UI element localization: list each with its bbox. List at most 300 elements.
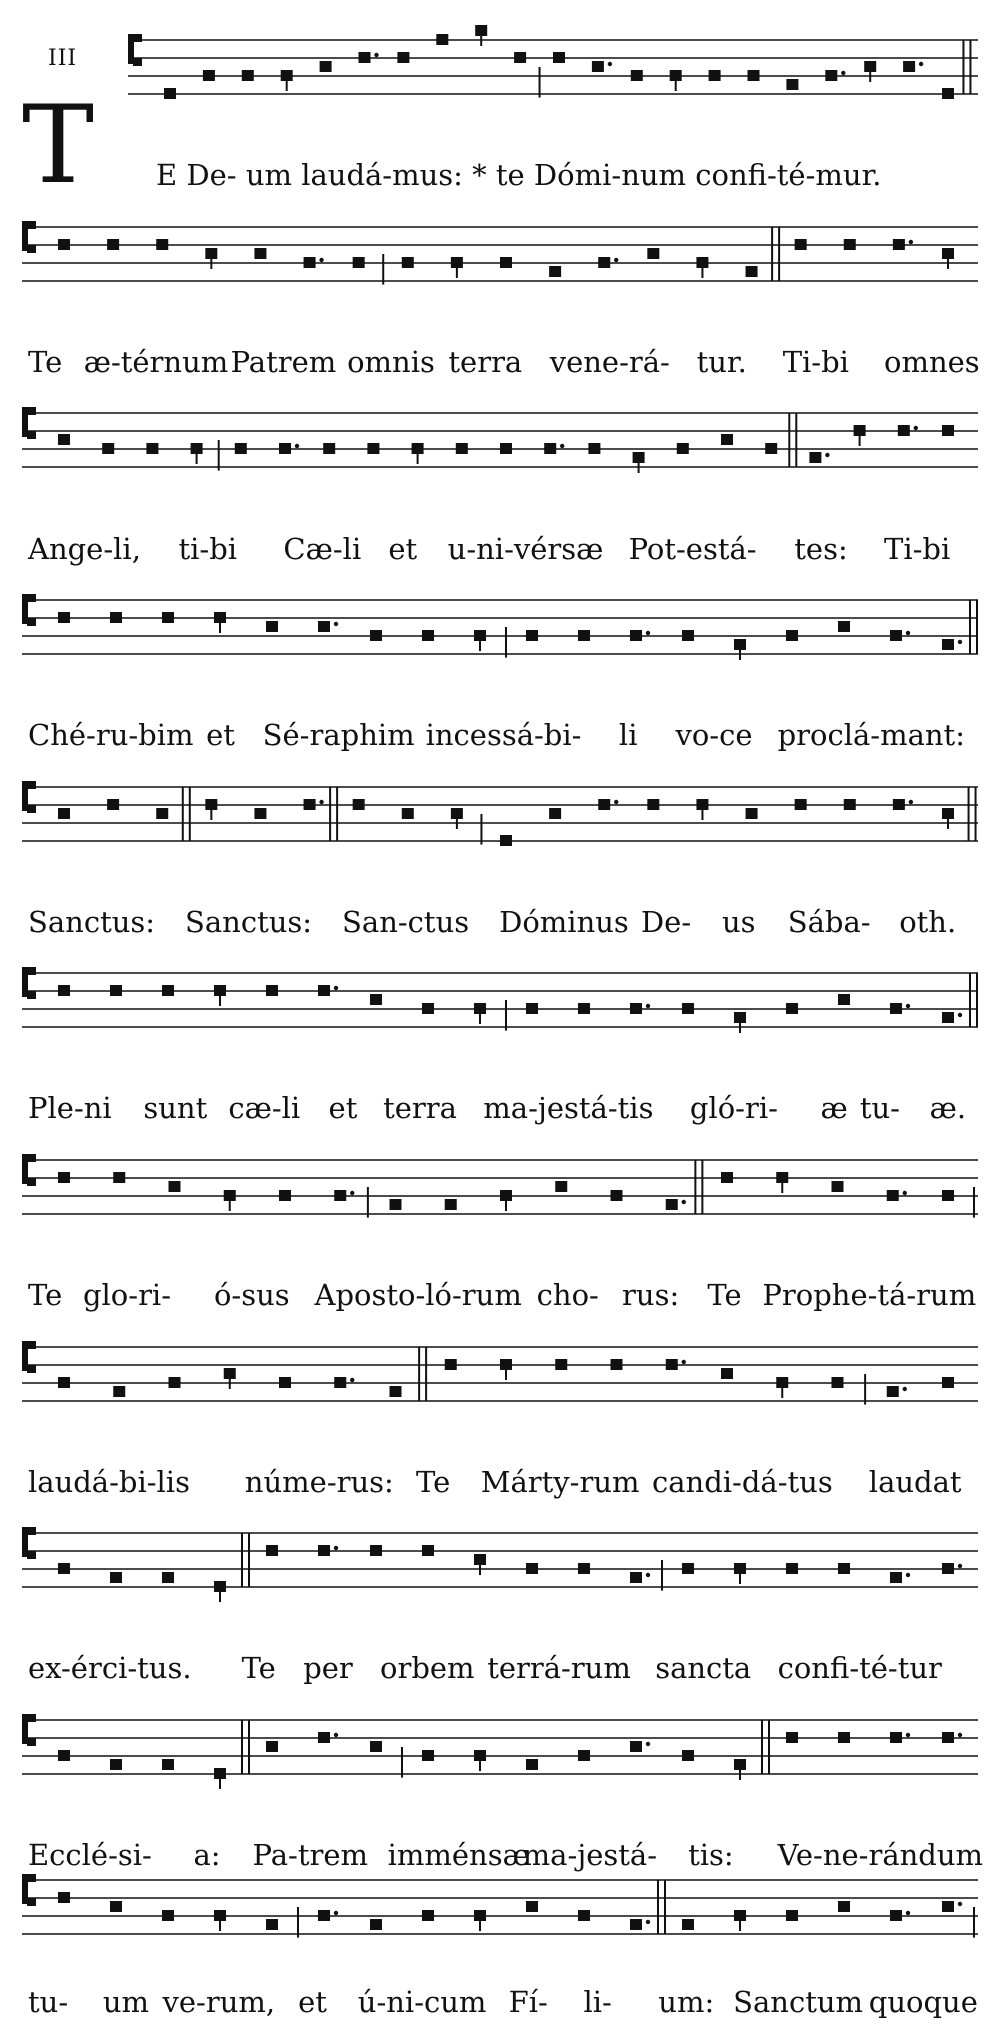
neume	[748, 70, 760, 81]
punctum-dot	[903, 1191, 907, 1195]
neume	[682, 1563, 694, 1574]
neume-stem	[479, 641, 481, 651]
neume	[370, 1741, 382, 1752]
neume-stem	[417, 454, 419, 464]
neume-stem	[869, 72, 871, 82]
do-clef-icon	[27, 1714, 36, 1722]
neume	[890, 1003, 902, 1014]
neume	[526, 630, 538, 641]
lyric-syllable-group: Ti-bi	[782, 345, 849, 379]
neume	[890, 1910, 902, 1921]
punctum-dot	[646, 631, 650, 635]
lyric-syllable-group: gló-ri-	[689, 1091, 778, 1125]
neume	[838, 1563, 850, 1574]
neume	[765, 443, 777, 454]
neume	[323, 443, 335, 454]
lyric-syllable-group: Sába-	[787, 905, 871, 939]
lyric-syllable-group: ó-sus	[213, 1278, 290, 1312]
neume	[893, 799, 905, 810]
lyric-syllable-group: Patrem	[230, 345, 337, 379]
punctum-dot	[319, 258, 323, 262]
neume	[709, 70, 721, 81]
do-clef-icon	[27, 594, 36, 602]
neume	[696, 799, 708, 810]
do-clef-icon	[133, 58, 142, 66]
lyric-syllable-group: ve-rum,	[162, 1985, 276, 2019]
lyric-syllable-group: æ	[820, 1091, 848, 1125]
neume	[832, 1181, 844, 1192]
neume	[334, 1377, 346, 1388]
neume-stem	[219, 1779, 221, 1789]
neume	[58, 985, 70, 996]
lyric-line	[0, 1091, 1000, 1131]
drop-cap-initial: T	[22, 83, 95, 208]
neume	[58, 1563, 70, 1574]
neume	[500, 443, 512, 454]
punctum-dot	[295, 444, 299, 448]
neume	[113, 1386, 125, 1397]
neume	[58, 1750, 70, 1761]
lyric-syllable-group: Dóminus	[499, 905, 629, 939]
do-clef-icon	[27, 245, 36, 253]
punctum-dot	[560, 444, 564, 448]
neume-stem	[229, 1201, 231, 1211]
punctum-dot	[614, 258, 618, 262]
neume	[370, 1545, 382, 1556]
neume	[422, 1910, 434, 1921]
neume	[402, 257, 414, 268]
neume	[670, 70, 682, 81]
neume-stem	[219, 1921, 221, 1931]
neume	[549, 808, 561, 819]
neume	[205, 248, 217, 259]
lyric-syllable-group: Te	[241, 1651, 276, 1685]
neume	[630, 1741, 642, 1752]
lyric-syllable-group: tu-	[28, 1985, 69, 2019]
neume	[890, 1732, 902, 1743]
neume	[334, 1190, 346, 1201]
neume-stem	[229, 1379, 231, 1389]
do-clef-icon	[27, 967, 36, 975]
neume	[838, 994, 850, 1005]
punctum-dot	[958, 1564, 962, 1568]
neume-stem	[505, 1370, 507, 1380]
neume-stem	[479, 1565, 481, 1575]
punctum-dot	[841, 71, 845, 75]
neume-stem	[739, 1770, 741, 1780]
lyric-syllable-group: us	[721, 905, 756, 939]
neume	[578, 1563, 590, 1574]
punctum-dot	[614, 800, 618, 804]
neume	[107, 239, 119, 250]
neume	[422, 1003, 434, 1014]
lyric-syllable-group: laudá-bi-lis	[28, 1465, 190, 1499]
neume	[682, 1919, 694, 1930]
neume	[721, 1368, 733, 1379]
neume	[266, 985, 278, 996]
neume-stem	[947, 819, 949, 829]
neume	[304, 799, 316, 810]
lyric-syllable-group: Ve-ne-rándum	[777, 1838, 984, 1872]
lyric-syllable-group: Ecclé-si-	[28, 1838, 152, 1872]
punctum-dot	[958, 1013, 962, 1017]
lyric-syllable-group: incessá-bi-	[425, 718, 582, 752]
neume	[666, 1199, 678, 1210]
neume	[578, 630, 590, 641]
neume	[647, 799, 659, 810]
lyric-syllable-group: Pa-trem	[252, 1838, 369, 1872]
neume	[318, 621, 330, 632]
punctum-dot	[914, 426, 918, 430]
neume	[786, 630, 798, 641]
neume	[156, 239, 168, 250]
lyric-line	[0, 1465, 1000, 1505]
lyric-syllable-group: proclá-mant:	[777, 718, 965, 752]
lyric-syllable-group: Pot-está-	[628, 532, 757, 566]
neume	[58, 1892, 70, 1903]
lyric-syllable-group: et	[328, 1091, 358, 1125]
neume	[402, 808, 414, 819]
lyric-line	[0, 1278, 1000, 1318]
punctum-dot	[334, 1546, 338, 1550]
neume	[631, 70, 643, 81]
lyric-syllable-group: E De- um laudá-mus: * te Dómi-num confi-té-mur.	[156, 158, 882, 192]
lyric-syllable-group: sancta	[655, 1651, 752, 1685]
neume	[445, 1359, 457, 1370]
neume	[776, 1377, 788, 1388]
neume-stem	[947, 259, 949, 269]
neume-stem	[196, 454, 198, 464]
neume-stem	[456, 819, 458, 829]
neume	[456, 443, 468, 454]
neume	[942, 1732, 954, 1743]
neume	[422, 1545, 434, 1556]
neume	[942, 808, 954, 819]
neume	[588, 443, 600, 454]
lyric-line	[0, 1985, 1000, 2025]
lyric-syllable-group: u-ni-vérsæ	[447, 532, 604, 566]
punctum-dot	[319, 800, 323, 804]
lyric-syllable-group: Sanctus:	[185, 905, 313, 939]
punctum-dot	[334, 1733, 338, 1737]
neume	[549, 266, 561, 277]
lyric-syllable-group: omnes	[884, 345, 980, 379]
lyric-syllable-group: ú-ni-cum	[357, 1985, 487, 2019]
neume	[942, 1901, 954, 1912]
neume	[734, 1759, 746, 1770]
do-clef-icon	[27, 1551, 36, 1559]
punctum-dot	[906, 1733, 910, 1737]
lyric-syllable-group: um	[102, 1985, 150, 2019]
neume	[844, 239, 856, 250]
do-clef-icon	[27, 1178, 36, 1186]
neume	[611, 1359, 623, 1370]
neume	[666, 1359, 678, 1370]
neume	[942, 1190, 954, 1201]
neume	[110, 1759, 122, 1770]
neume	[266, 1919, 278, 1930]
neume	[397, 52, 409, 63]
neume	[110, 612, 122, 623]
lyric-syllable-group: ma-jestá-	[522, 1838, 658, 1872]
neume-stem	[739, 650, 741, 660]
neume	[809, 452, 821, 463]
neume	[555, 1359, 567, 1370]
neume	[746, 808, 758, 819]
neume	[890, 630, 902, 641]
neume	[113, 1172, 125, 1183]
neume	[370, 630, 382, 641]
lyric-syllable-group: oth.	[899, 905, 957, 939]
punctum-dot	[906, 631, 910, 635]
punctum-dot	[646, 1742, 650, 1746]
lyric-syllable-group: Fí-	[508, 1985, 548, 2019]
neume	[838, 1901, 850, 1912]
neume	[58, 808, 70, 819]
do-clef-icon	[27, 407, 36, 415]
do-clef-icon	[27, 1365, 36, 1373]
neume	[942, 1377, 954, 1388]
lyric-syllable-group: et	[388, 532, 418, 566]
lyric-syllable-group: Ti-bi	[884, 532, 951, 566]
do-clef-icon	[133, 34, 142, 42]
neume	[320, 61, 332, 72]
punctum-dot	[906, 1911, 910, 1915]
neume	[677, 443, 689, 454]
lyric-syllable-group: tes:	[794, 532, 848, 566]
neume	[786, 1003, 798, 1014]
neume	[390, 1386, 402, 1397]
neume	[825, 70, 837, 81]
neume	[500, 1359, 512, 1370]
neume	[786, 1563, 798, 1574]
neume-stem	[505, 1201, 507, 1211]
do-clef-icon	[27, 781, 36, 789]
neume	[786, 1732, 798, 1743]
do-clef-icon	[27, 1738, 36, 1746]
neume	[205, 799, 217, 810]
lyric-syllable-group: ti-bi	[178, 532, 238, 566]
lyric-syllable-group: Aposto-ló-rum	[314, 1278, 522, 1312]
neume	[266, 1741, 278, 1752]
neume	[445, 1199, 457, 1210]
neume	[526, 1901, 538, 1912]
lyric-syllable-group: Te	[416, 1465, 451, 1499]
neume	[162, 1759, 174, 1770]
lyric-line	[0, 905, 1000, 945]
neume	[734, 1910, 746, 1921]
punctum-dot	[906, 1573, 910, 1577]
neume	[58, 1172, 70, 1183]
neume	[746, 266, 758, 277]
lyric-syllable-group: Ché-ru-bim	[28, 718, 194, 752]
neume	[592, 61, 604, 72]
punctum-dot	[958, 1902, 962, 1906]
neume	[281, 70, 293, 81]
neume-stem	[479, 1014, 481, 1024]
punctum-dot	[350, 1191, 354, 1195]
neume	[832, 1377, 844, 1388]
neume	[474, 1910, 486, 1921]
lyric-syllable-group: tur.	[696, 345, 747, 379]
do-clef-icon	[27, 805, 36, 813]
lyric-syllable-group: laudat	[868, 1465, 962, 1499]
neume	[598, 799, 610, 810]
do-clef-icon	[27, 1341, 36, 1349]
lyric-line	[0, 718, 1000, 758]
neume	[630, 630, 642, 641]
neume-stem	[219, 623, 221, 633]
neume	[578, 1003, 590, 1014]
neume	[318, 1545, 330, 1556]
neume	[721, 434, 733, 445]
neume	[436, 34, 448, 45]
lyric-syllable-group: confi-té-tur	[777, 1651, 942, 1685]
lyric-syllable-group: Márty-rum	[480, 1465, 640, 1499]
neume	[838, 1732, 850, 1743]
neume	[854, 425, 866, 436]
punctum-dot	[919, 62, 923, 66]
neume	[279, 443, 291, 454]
neume-stem	[638, 463, 640, 473]
neume	[254, 808, 266, 819]
punctum-dot	[646, 1920, 650, 1924]
neume	[786, 79, 798, 90]
neume	[146, 443, 158, 454]
neume	[412, 443, 424, 454]
neume-stem	[739, 1574, 741, 1584]
neume	[887, 1386, 899, 1397]
lyric-syllable-group: terra	[448, 345, 523, 379]
neume	[162, 612, 174, 623]
neume	[214, 1581, 226, 1592]
neume	[903, 61, 915, 72]
lyric-syllable-group: omnis	[347, 345, 435, 379]
neume	[353, 799, 365, 810]
lyric-syllable-group: Te	[707, 1278, 742, 1312]
neume	[578, 1750, 590, 1761]
lyric-syllable-group: San-ctus	[342, 905, 470, 939]
neume	[224, 1368, 236, 1379]
lyric-syllable-group: Prophe-tá-rum	[762, 1278, 977, 1312]
lyric-syllable-group: Sé-raphim	[262, 718, 415, 752]
lyric-syllable-group: terra	[383, 1091, 457, 1125]
neume	[214, 612, 226, 623]
lyric-syllable-group: et	[206, 718, 235, 752]
lyric-syllable-group: orbem	[380, 1651, 475, 1685]
neume	[500, 257, 512, 268]
neume	[110, 1572, 122, 1583]
lyric-syllable-group: Te	[28, 345, 63, 379]
neume	[500, 835, 512, 846]
lyric-syllable-group: Sanctum	[733, 1985, 864, 2019]
do-clef-icon	[27, 1898, 36, 1906]
punctum-dot	[825, 453, 829, 457]
lyric-syllable-group: imménsæ	[387, 1838, 530, 1872]
lyric-syllable-group: Cæ-li	[283, 532, 362, 566]
neume	[235, 443, 247, 454]
lyric-syllable-group: ex-érci-tus.	[28, 1651, 192, 1685]
do-clef-icon	[27, 1527, 36, 1535]
neume	[266, 1545, 278, 1556]
lyric-syllable-group: Ple-ni	[28, 1091, 112, 1125]
do-clef-icon	[27, 221, 36, 229]
neume	[682, 1003, 694, 1014]
neume	[102, 443, 114, 454]
lyric-syllable-group: quoque	[868, 1985, 978, 2019]
punctum-dot	[903, 1387, 907, 1391]
neume	[266, 621, 278, 632]
neume	[224, 1190, 236, 1201]
punctum-dot	[682, 1360, 686, 1364]
neume	[422, 630, 434, 641]
neume	[942, 248, 954, 259]
neume	[191, 443, 203, 454]
punctum-dot	[682, 1200, 686, 1204]
lyric-syllable-group: vo-ce	[675, 718, 753, 752]
neume	[214, 985, 226, 996]
neume-stem	[739, 1023, 741, 1033]
neume	[203, 70, 215, 81]
lyric-syllable-group: cho-	[536, 1278, 599, 1312]
neume	[474, 1554, 486, 1565]
do-clef-icon	[27, 991, 36, 999]
punctum-dot	[958, 640, 962, 644]
neume	[734, 639, 746, 650]
mode-number: III	[48, 46, 78, 71]
lyric-line	[0, 532, 1000, 572]
neume-stem	[456, 268, 458, 278]
neume	[864, 61, 876, 72]
neume	[474, 630, 486, 641]
neume-stem	[781, 1388, 783, 1398]
neume	[682, 1750, 694, 1761]
punctum-dot	[350, 1378, 354, 1382]
lyric-syllable-group: li	[618, 718, 638, 752]
lyric-syllable-group: Sanctus:	[28, 905, 156, 939]
neume	[942, 88, 954, 99]
punctum-dot	[909, 240, 913, 244]
neume	[318, 1910, 330, 1921]
punctum-dot	[646, 1573, 650, 1577]
neume	[526, 1003, 538, 1014]
neume-stem	[480, 36, 482, 46]
lyric-syllable-group: a:	[193, 1838, 221, 1872]
neume	[890, 1572, 902, 1583]
lyric-syllable-group: æ-térnum	[83, 345, 229, 379]
neume	[544, 443, 556, 454]
lyric-syllable-group: Ange-li,	[28, 532, 141, 566]
neume	[734, 1012, 746, 1023]
neume	[254, 248, 266, 259]
lyric-syllable-group: æ.	[929, 1091, 967, 1125]
neume	[942, 425, 954, 436]
neume	[474, 1750, 486, 1761]
neume	[370, 994, 382, 1005]
punctum-dot	[334, 622, 338, 626]
neume	[353, 257, 365, 268]
neume	[359, 52, 371, 63]
neume-stem	[219, 1592, 221, 1602]
lyric-syllable-group: candi-dá-tus	[652, 1465, 833, 1499]
neume	[169, 1377, 181, 1388]
neume-stem	[739, 1921, 741, 1931]
neume	[390, 1199, 402, 1210]
neume	[318, 985, 330, 996]
neume	[776, 1172, 788, 1183]
lyric-syllable-group: Te	[28, 1278, 63, 1312]
neume	[893, 239, 905, 250]
